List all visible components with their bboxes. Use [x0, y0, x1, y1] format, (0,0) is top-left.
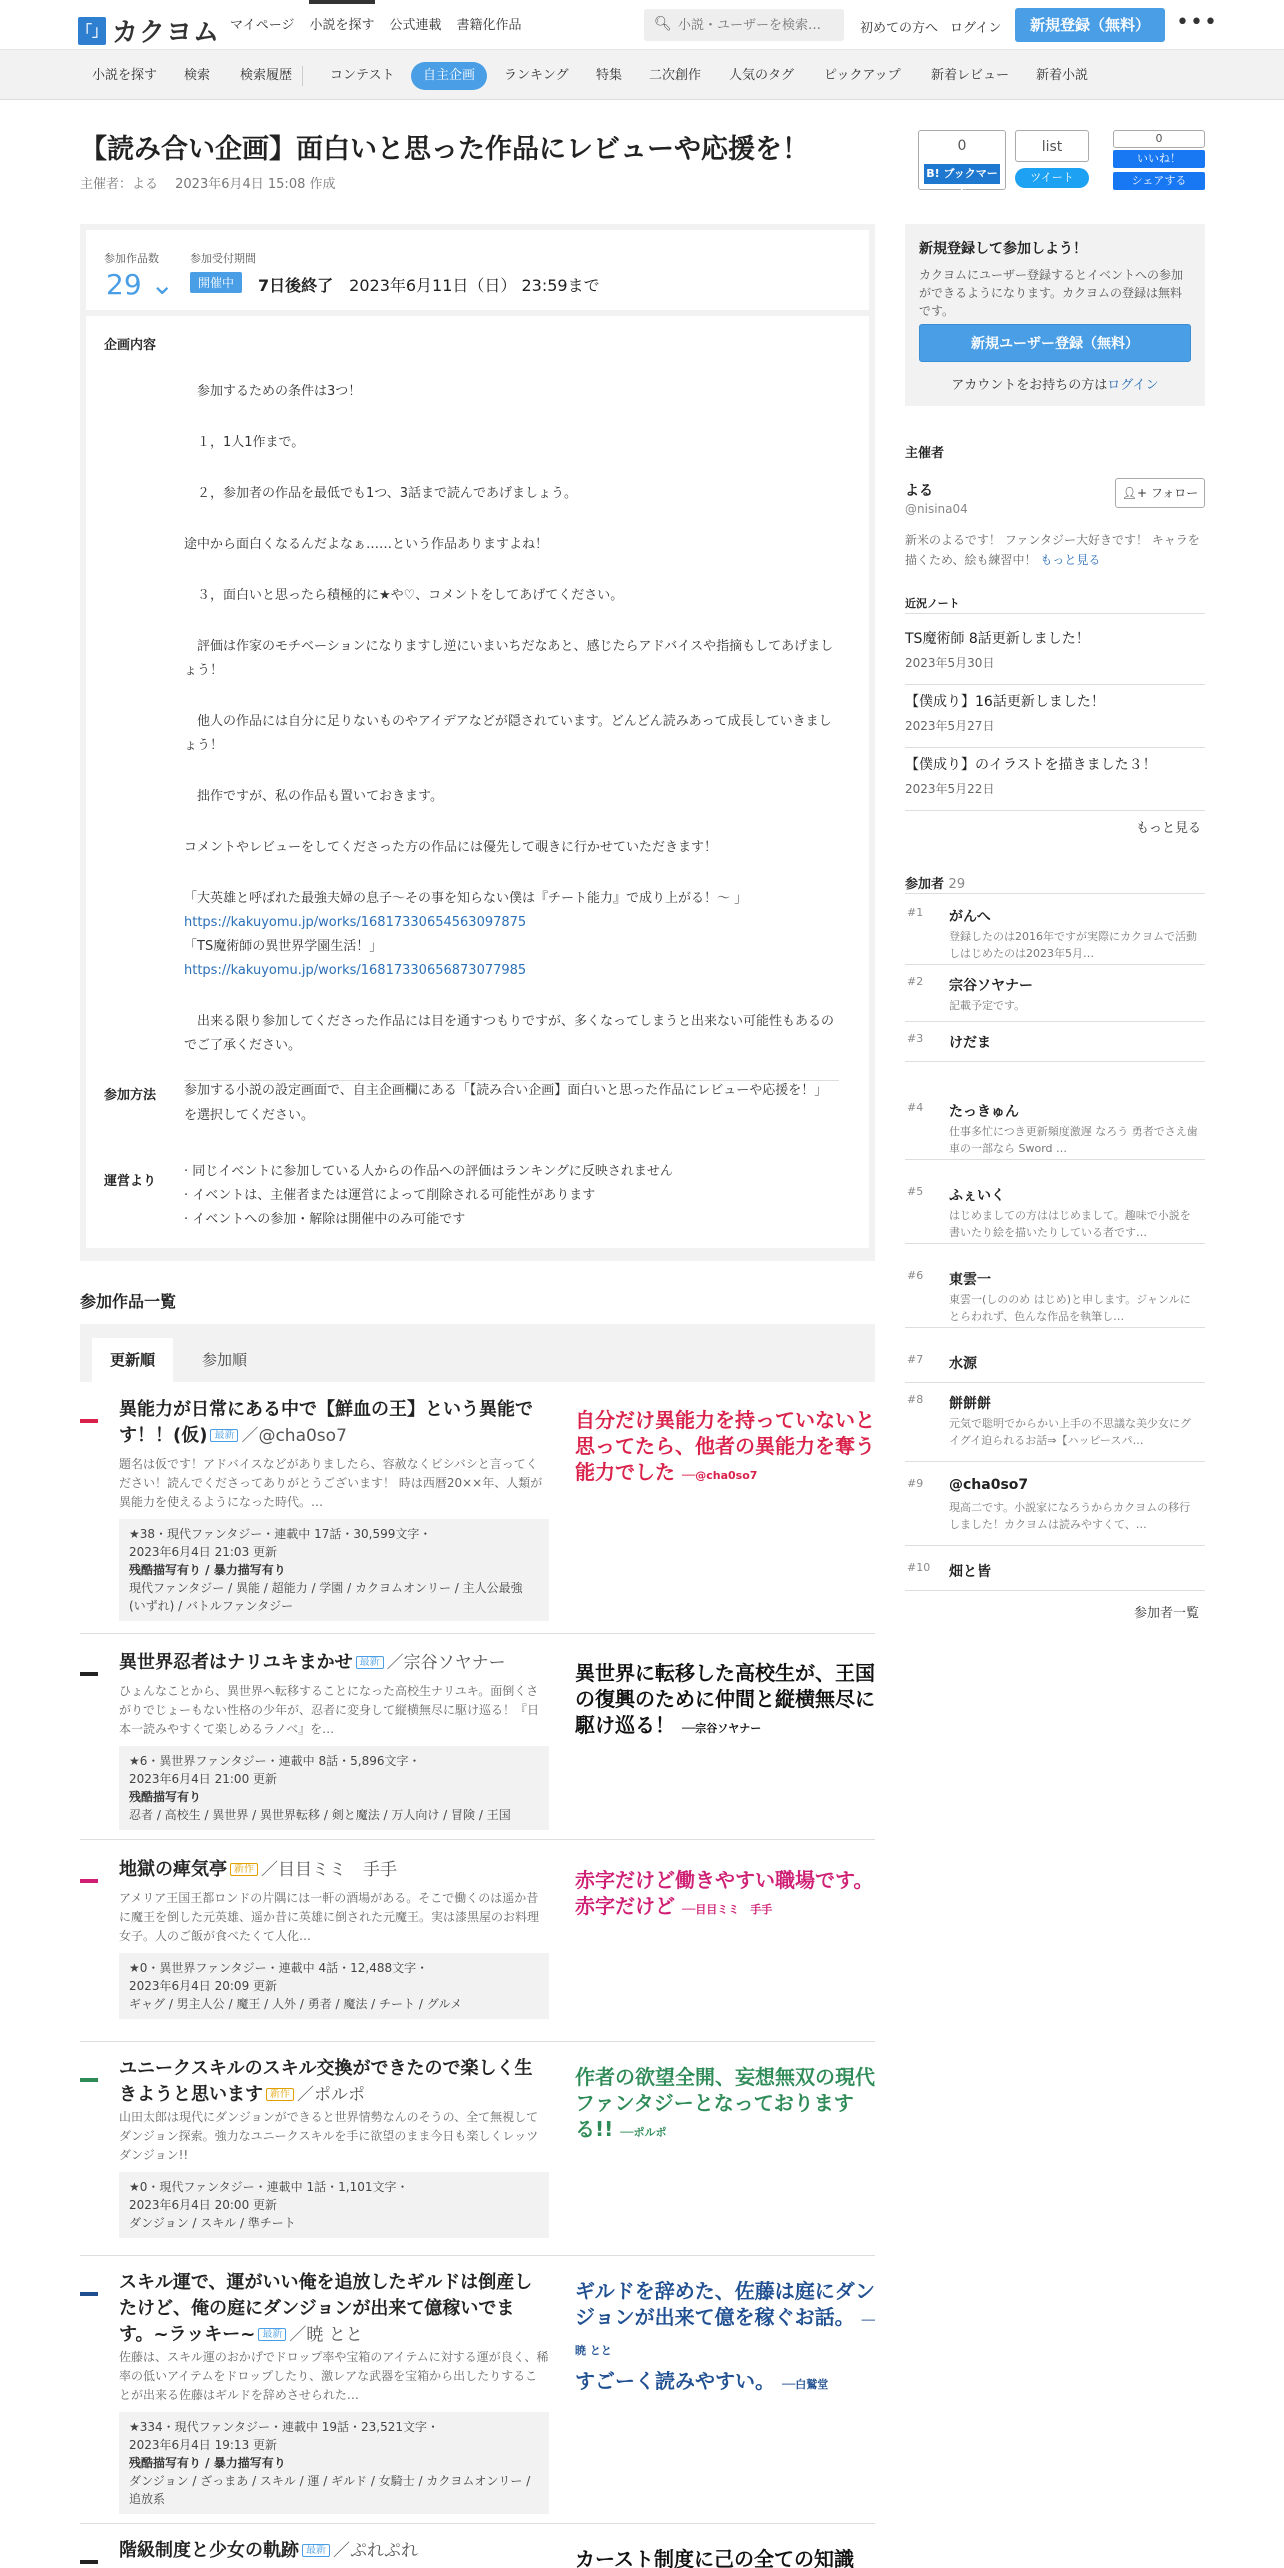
new-badge: 最新	[302, 2544, 330, 2557]
work-description: ひょんなことから、異世界へ転移することになった高校生ナリユキ。面倒くさがりでじょーもない性格の少年が、忍者に変身して縦横無尽に駆け巡る！『日本一読みやすくて楽しめるラノベ』を…	[119, 1684, 540, 1736]
work-title-link[interactable]: 地獄の痺気亭	[119, 1859, 227, 1880]
work-title	[119, 1397, 541, 1449]
work-author[interactable]: ／目目ミミ 手手	[261, 1860, 397, 1880]
subnav-find[interactable]: 小説を探す	[92, 68, 158, 83]
genre-mark	[80, 2560, 98, 2564]
member-item[interactable]: #8 餅餅餅 元気で聡明でからかい上手の不思議な美少女にグイグイ迫られるお話⇒【ハッピースパ…	[905, 1383, 1205, 1462]
note-item[interactable]: TS魔術師 8話更新しました！ 2023年5月30日	[905, 628, 1205, 685]
search-input[interactable]	[678, 14, 838, 36]
subnav-popular-tags[interactable]: 人気のタグ	[729, 68, 795, 83]
organizer-name[interactable]: よる	[905, 483, 933, 499]
work-author[interactable]: ／ポルポ	[297, 2085, 365, 2105]
search-icon: 🔍︎	[654, 16, 672, 32]
member-item[interactable]: #10 畑と皆	[905, 1551, 1205, 1591]
rules-list	[184, 1160, 839, 1232]
work-title	[119, 1650, 541, 1676]
new-badge: 最新	[258, 2328, 286, 2341]
work-info	[119, 1746, 549, 1830]
subnav-new-novels[interactable]: 新着小説	[1036, 68, 1089, 83]
notes-heading: 近況ノート	[905, 597, 960, 610]
catch-copy: 赤字だけど働きやすい職場です。赤字だけど ──目目ミミ 手手	[575, 1868, 874, 1918]
work-link-title-2: 「TS魔術師の異世界学園生活！」	[184, 939, 383, 954]
beginner-link[interactable]: 初めての方へ	[860, 21, 939, 36]
content-paragraph: 評価は作家のモチベーションになりますし逆にいまいちだなあと、感じたらアドバイスや指摘もしてあげましょう！	[184, 639, 834, 678]
genre-mark	[80, 1419, 98, 1423]
work-links	[184, 887, 839, 983]
member-item[interactable]: #7 水源	[905, 1343, 1205, 1383]
work-meta: ★6・異世界ファンタジー・連載中 8話・5,896文字・	[129, 1754, 421, 1768]
subnav-search[interactable]: 検索	[184, 68, 211, 83]
nav-mypage[interactable]: マイページ	[230, 18, 295, 33]
period-label: 参加受付期間	[190, 252, 256, 265]
method-label: 参加方法	[104, 1088, 157, 1103]
member-item[interactable]: #3 けだま	[905, 1022, 1205, 1062]
work-description: 題名は仮です！アドバイスなどがありましたら、容赦なくビシバシと言ってください！読んでくださってありがとうございます！ 時は西暦20××年、人類が異能力を使えるようになった時代。…	[119, 1457, 543, 1509]
work-title	[119, 2270, 541, 2348]
work-meta: ★0・異世界ファンタジー・連載中 4話・12,488文字・	[129, 1961, 429, 1975]
nav-find-novels[interactable]: 小説を探す	[309, 0, 374, 50]
deadline: 2023年6月11日（日） 23:59まで	[349, 276, 600, 295]
review-copy: すごーく読みやすい。 ──白鷲堂	[575, 2369, 829, 2393]
work-warnings: 残酷描写有り / 暴力描写有り	[129, 1563, 286, 1577]
catch-author: ──目目ミミ 手手	[681, 1903, 773, 1916]
tab-joined[interactable]: 参加順	[202, 1351, 248, 1369]
rule-item: · 同じイベントに参加している人からの作品への評価はランキングに反映されません	[184, 1164, 673, 1179]
member-item[interactable]: #9 @cha0so7 現高二です。小説家になろうからカクヨムの移行しました！カクヨムは読みやすくて、…	[905, 1467, 1205, 1546]
work-meta: ★38・現代ファンタジー・連載中 17話・30,599文字・	[129, 1527, 432, 1541]
catch-copy: 異世界に転移した高校生が、王国の復興のために仲間と縦横無尽に駆け巡る！ ──宗谷ソヤナー	[575, 1661, 875, 1737]
work-item	[80, 2538, 875, 2568]
organizer-id: @nisina04	[905, 502, 968, 516]
work-title-link[interactable]: ユニークスキルのスキル交換ができたので楽しく生きようと思います	[119, 2058, 533, 2105]
event-content	[86, 316, 869, 1152]
catch-copy: ギルドを辞めた、佐藤は庭にダンジョンが出来て億を稼ぐお話。 ──暁 とと	[575, 2279, 875, 2357]
work-tags[interactable]: ダンジョン / スキル / 準チート	[129, 2216, 296, 2230]
genre-mark	[80, 1879, 98, 1883]
work-author[interactable]: ／@cha0so7	[241, 1426, 347, 1446]
catch-author: ──宗谷ソヤナー	[681, 1722, 762, 1735]
member-item[interactable]: #4 たっきゅん 仕事多忙につき更新頻度激遅 なろう 勇者でさえ歯車の一部なら Sword …	[905, 1091, 1205, 1160]
content-paragraph: 拙作ですが、私の作品も置いておきます。	[184, 789, 443, 804]
work-tags[interactable]: 忍者 / 高校生 / 異世界 / 異世界転移 / 剣と魔法 / 万人向け / 冒険 / 王国	[129, 1808, 511, 1822]
join-method	[86, 1066, 869, 1146]
work-tags[interactable]: ダンジョン / ざっまあ / スキル / 運 / ギルド / 女騎士 / カクヨムオンリー / 追放系	[129, 2474, 531, 2506]
facebook-share[interactable]	[1113, 130, 1205, 190]
work-title	[119, 1857, 541, 1883]
content-paragraph: ３，面白いと思ったら積極的に★や♡、コメントをしてあげてください。	[184, 588, 624, 603]
work-warnings: 残酷描写有り	[129, 1790, 202, 1804]
work-title-link[interactable]: 階級制度と少女の軌跡	[119, 2540, 299, 2561]
works-count[interactable]: 29 ⌄	[106, 268, 174, 301]
period-text	[258, 273, 600, 296]
event-detail-box	[80, 224, 875, 1261]
work-item	[80, 1857, 875, 2042]
rule-item: · イベントへの参加・解除は開催中のみ可能です	[184, 1212, 466, 1227]
work-description: アメリア王国王都ロンドの片隅には一軒の酒場がある。そこで働くのは遥か昔に魔王を倒した元英雄、遥か昔に英雄に倒された元魔王。実は漆黒屋のお料理女子。人のご飯が食べたくて人化…	[119, 1891, 540, 1943]
catch-author: ──ポルポ	[620, 2126, 667, 2139]
works-section-title: 参加作品一覧	[80, 1292, 177, 1311]
work-info	[119, 1953, 549, 2019]
tab-updated[interactable]: 更新順	[92, 1338, 173, 1382]
search-box[interactable]	[644, 9, 844, 41]
nav-official-serial[interactable]: 公式連載	[389, 18, 442, 33]
like-count: 0	[1113, 130, 1205, 148]
note-item[interactable]: 【僕成り】16話更新しました！ 2023年5月27日	[905, 691, 1205, 748]
login-link[interactable]: ログイン	[950, 21, 1002, 36]
like-button[interactable]: いいね！	[1113, 150, 1205, 168]
logo[interactable]	[78, 12, 220, 49]
catch-author: ──暁 とと	[575, 2314, 875, 2357]
event-organizer-line: 主催者：よる 2023年6月4日 15:08 作成	[80, 177, 336, 192]
work-date: 2023年6月4日 21:03 更新	[129, 1545, 278, 1559]
join-box	[905, 224, 1205, 406]
new-badge: 最新	[210, 1429, 238, 1442]
works-count-label: 参加作品数	[104, 252, 159, 265]
work-item	[80, 1397, 875, 1634]
divider	[905, 893, 1205, 894]
work-title	[119, 2538, 541, 2564]
content-paragraph: 参加するための条件は3つ！	[184, 384, 362, 399]
work-description: 山田太郎は現代にダンジョンができると世界情勢なんのそうの、全て無視してダンジョン探索。強力なユニークスキルを手に欲望のまま今日も楽しくレッツダンジョン!!	[119, 2110, 539, 2162]
deadline-prefix: 7日後終了	[258, 276, 334, 295]
genre-mark	[80, 2292, 98, 2296]
work-info	[119, 2412, 549, 2514]
nav-published-works[interactable]: 書籍化作品	[456, 18, 522, 33]
catch-copy: 作者の欲望全開、妄想無双の現代ファンタジーとなっておりまする!! ──ポルポ	[575, 2065, 875, 2141]
genre-mark	[80, 1672, 98, 1676]
operator-notes	[86, 1152, 869, 1248]
join-register-button[interactable]: 新規ユーザー登録（無料）	[919, 324, 1191, 362]
subnav-ranking[interactable]: ランキング	[504, 68, 569, 83]
work-tags[interactable]: ギャグ / 男主人公 / 魔王 / 人外 / 勇者 / 魔法 / チート / グルメ	[129, 1997, 462, 2011]
catch-copy: 自分だけ異能力を持っていないと思ってたら、他者の異能力を奪う能力でした ──@cha0so7	[575, 1408, 875, 1484]
subnav-history[interactable]: 検索履歴	[240, 68, 293, 83]
work-author[interactable]: ／暁 とと	[289, 2325, 363, 2345]
content-paragraph: 他人の作品には自分に足りないものやアイデアなどが隠されています。どんどん読みあって成長していきましょう！	[184, 714, 832, 753]
method-text: 参加する小説の設定画面で、自主企画欄にある「【読み合い企画】面白いと思った作品にレビューや応援を！」を選択してください。	[184, 1083, 828, 1123]
join-text: カクヨムにユーザー登録するとイベントへの参加ができるようになります。カクヨムの登録は無料です。	[919, 268, 1184, 318]
bookmark-count: 0	[957, 138, 967, 154]
work-meta: ★334・現代ファンタジー・連載中 19話・23,521文字・	[129, 2420, 440, 2434]
organizer-heading: 主催者	[905, 446, 945, 461]
sub-nav	[0, 50, 1284, 100]
register-button[interactable]: 新規登録（無料）	[1015, 8, 1165, 42]
work-author[interactable]: ／宗谷ソヤナー	[386, 1653, 506, 1673]
subnav-feature[interactable]: 特集	[596, 68, 623, 83]
logo-mark-icon: 「」	[78, 17, 106, 45]
content-paragraph: ２，参加者の作品を最低でも1つ、3話まで読んであげましょう。	[184, 486, 578, 501]
follow-icon: 👤︎+	[1121, 486, 1148, 500]
review-author: ──白鷲堂	[781, 2378, 829, 2391]
tweet-label: ツイート	[1015, 168, 1089, 188]
content-paragraph: １，1人1作まで。	[184, 435, 305, 450]
member-item[interactable]: #1 がんへ 登録したのは2016年ですが実際にカクヨムで活動しはじめたのは2023年5月…	[905, 896, 1205, 965]
subnav-divider	[302, 66, 303, 86]
subnav-fanfic[interactable]: 二次創作	[649, 68, 702, 83]
work-title-link[interactable]: 異世界忍者はナリユキまかせ	[119, 1652, 353, 1673]
member-item[interactable]: #5 ふぇいく はじめましての方ははじめまして。趣味で小説を書いたり絵を描いたりしている者です…	[905, 1175, 1205, 1244]
divider	[905, 613, 1205, 614]
page-title: 【読み合い企画】面白いと思った作品にレビューや応援を！	[80, 134, 809, 165]
follow-button[interactable]: 👤︎+ フォロー	[1115, 478, 1205, 508]
members-count: 29	[948, 877, 966, 892]
global-nav	[230, 0, 537, 50]
work-date: 2023年6月4日 20:09 更新	[129, 1979, 278, 1993]
bookmark-label: B! ブックマーク	[924, 164, 1000, 184]
new-work-badge: 新作	[230, 1863, 258, 1876]
catch-copy: カースト制度に己の全ての知識	[575, 2547, 854, 2568]
content-label: 企画内容	[104, 338, 157, 353]
join-login-line: アカウントをお持ちの方はログイン	[951, 378, 1159, 393]
organizer-bio: 新米のよるです！ ファンタジー大好きです！ キャラを描くため、絵も練習中！ もっと見る	[905, 533, 1200, 567]
new-work-badge: 新作	[266, 2088, 294, 2101]
work-description: 佐藤は、スキル運のおかげでドロップ率や宝箱のアイテムに対する運が良く、稀率の低いアイテムをドロップしたり、激レアな武器を宝箱から出したりすることが出来る佐藤はギルドを辞めさせられた…	[119, 2350, 549, 2402]
subnav-self-event[interactable]: 自主企画	[411, 62, 487, 90]
organizer-more-link[interactable]: もっと見る	[1040, 553, 1101, 567]
work-item	[80, 2056, 875, 2256]
join-login-link[interactable]: ログイン	[1107, 378, 1159, 393]
note-item[interactable]: 【僕成り】のイラストを描きました３！ 2023年5月22日	[905, 754, 1205, 811]
tweet-count: list	[1015, 130, 1089, 162]
genre-mark	[80, 2078, 98, 2082]
more-menu-icon[interactable]: •••	[1176, 10, 1218, 35]
content-paragraph: 途中から面白くなるんだよなぁ……という作品ありますよね！	[184, 537, 549, 552]
join-title: 新規登録して参加しよう！	[919, 241, 1087, 257]
work-link-url-1[interactable]: https://kakuyomu.jp/works/16817330654563097875	[184, 915, 527, 930]
work-item	[80, 1650, 875, 1840]
work-link-title-1: 「大英雄と呼ばれた最強夫婦の息子～その事を知らない僕は『チート能力』で成り上がる！～ 」	[184, 891, 748, 906]
work-title-link[interactable]: スキル運で、運がいい俺を追放したギルドは倒産したけど、俺の庭にダンジョンが出来て億稼いでます。~ラッキー~	[119, 2272, 533, 2345]
work-date: 2023年6月4日 19:13 更新	[129, 2438, 278, 2452]
bookmark-button[interactable]	[918, 130, 1006, 200]
subnav-pickup[interactable]: ピックアップ	[824, 68, 901, 83]
subnav-new-reviews[interactable]: 新着レビュー	[931, 68, 1010, 83]
work-info	[119, 2172, 549, 2238]
subnav-contest[interactable]: コンテスト	[330, 68, 395, 83]
new-badge: 最新	[356, 1656, 384, 1669]
members-list-link[interactable]: 参加者一覧	[1134, 1606, 1200, 1621]
global-header	[0, 0, 1284, 50]
logo-text: カクヨム	[112, 18, 221, 48]
notes-more-link[interactable]: もっと見る	[1136, 821, 1202, 836]
rules-label: 運営より	[104, 1174, 157, 1189]
work-date: 2023年6月4日 20:00 更新	[129, 2198, 278, 2212]
work-author[interactable]: ／ぷれぷれ	[333, 2541, 418, 2561]
members-heading: 参加者 29	[905, 877, 966, 892]
share-button[interactable]: シェアする	[1113, 172, 1205, 190]
work-date: 2023年6月4日 21:00 更新	[129, 1772, 278, 1786]
work-meta: ★0・現代ファンタジー・連載中 1話・1,101文字・	[129, 2180, 409, 2194]
status-badge: 開催中	[190, 272, 242, 293]
work-item	[80, 2270, 875, 2524]
sort-tabs	[80, 1324, 875, 1382]
content-closing: 出来る限り参加してくださった作品には目を通すつもりですが、多くなってしまうと出来ない可能性もあるのでご了承ください。	[184, 1014, 835, 1053]
content-paragraph: コメントやレビューをしてくださった方の作品には優先して覗きに行かせていただきます！	[184, 840, 718, 855]
catch-author: ──@cha0so7	[681, 1469, 758, 1482]
work-info	[119, 1519, 549, 1621]
work-tags[interactable]: 現代ファンタジー / 異能 / 超能力 / 学園 / カクヨムオンリー / 主人公最強(いずれ) / バトルファンタジー	[129, 1581, 523, 1613]
event-summary	[86, 230, 869, 310]
tweet-button[interactable]	[1015, 130, 1089, 190]
rule-item: · イベントは、主催者または運営によって削除される可能性があります	[184, 1188, 596, 1203]
work-warnings: 残酷描写有り / 暴力描写有り	[129, 2456, 286, 2470]
work-title-link[interactable]: 異能力が日常にある中で【鮮血の王】という異能です！！(仮)	[119, 1399, 533, 1446]
work-link-url-2[interactable]: https://kakuyomu.jp/works/16817330656873077985	[184, 963, 527, 978]
content-body	[184, 380, 839, 1085]
work-title	[119, 2056, 541, 2108]
member-item[interactable]: #2 宗谷ソヤナー 記載予定です。	[905, 965, 1205, 1022]
member-item[interactable]: #6 東雲一 東雲一(しののめ はじめ)と申します。ジャンルにとらわれず、色んな作品を執筆し…	[905, 1259, 1205, 1328]
